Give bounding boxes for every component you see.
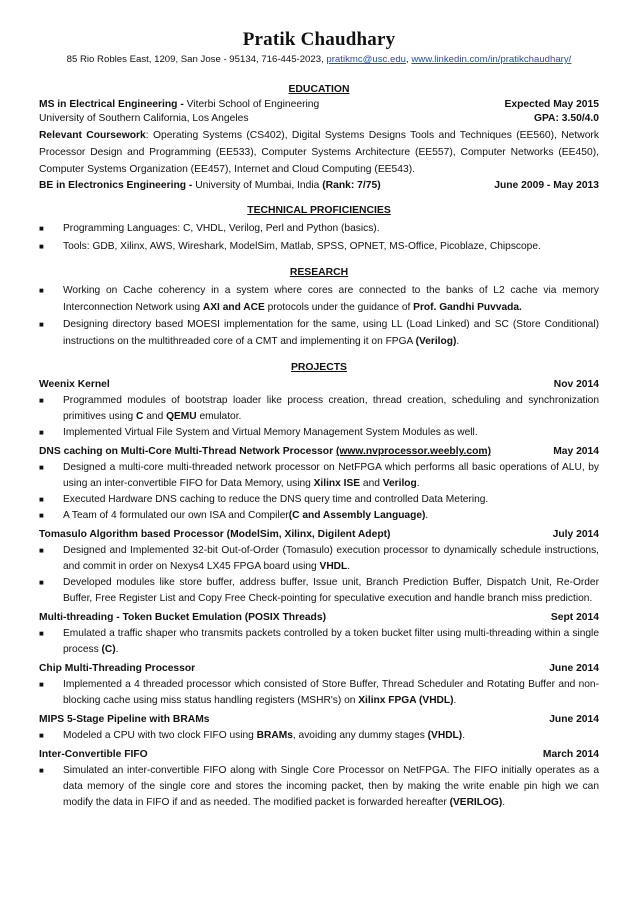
- list-item: ■ Emulated a traffic shaper who transmits packets controlled by a token bucket filter using multi-threading within a single process (C).: [39, 628, 599, 655]
- bullet-icon: ■: [39, 428, 44, 437]
- project-title: Tomasulo Algorithm based Processor (ModelSim, Xilinx, Digilent Adept): [39, 529, 391, 540]
- list-item: ■ Designed a multi-core multi-threaded network processor on NetFPGA which performs all basic operations of ALU, by using an inter-convertible FIFO for Data Memory, using Xilinx ISE and Verilog.: [39, 462, 599, 489]
- bullet-icon: ■: [39, 320, 44, 329]
- research-heading: RESEARCH: [289, 267, 349, 278]
- project-title-row: [39, 610, 599, 626]
- ms-university: University of Southern California, Los Angeles: [39, 113, 249, 124]
- project-title: MIPS 5-Stage Pipeline with BRAMs: [39, 714, 210, 725]
- email-link[interactable]: pratikmc@usc.edu: [326, 54, 406, 65]
- project-title: DNS caching on Multi-Core Multi-Thread Network Processor: [39, 446, 336, 457]
- be-degree-row: [39, 179, 599, 193]
- candidate-name: Pratik Chaudhary: [242, 29, 396, 50]
- list-item: ■ Implemented Virtual File System and Virtual Memory Management System Modules as well.: [39, 425, 599, 441]
- project-date: June 2014: [549, 663, 599, 674]
- project-bullets: [39, 543, 599, 607]
- coursework-paragraph: [39, 127, 599, 178]
- ms-date: Expected May 2015: [504, 99, 599, 110]
- bullet-icon: ■: [39, 396, 44, 405]
- list-item: ■ Designed and Implemented 32-bit Out-of-Order (Tomasulo) execution processor to dynamically schedule instructions, and commit in order on Nexys4 LX45 FPGA board using VHDL.: [39, 545, 599, 572]
- projects-heading: PROJECTS: [290, 362, 347, 373]
- bullet-icon: ■: [39, 731, 44, 740]
- ms-school: Viterbi School of Engineering: [186, 99, 320, 110]
- project-title: Inter-Convertible FIFO: [39, 749, 148, 760]
- list-item: ■ Programmed modules of bootstrap loader like process creation, thread creation, scheduling and synchronization primitives using C and QEMU emulator.: [39, 395, 599, 422]
- project-date: March 2014: [542, 749, 599, 760]
- be-date: June 2009 - May 2013: [494, 180, 599, 191]
- bullet-icon: ■: [39, 578, 44, 587]
- list-item: ■ A Team of 4 formulated our own ISA and Compiler(C and Assembly Language).: [39, 508, 599, 524]
- project-date: Nov 2014: [553, 379, 599, 390]
- contact-line: [0, 54, 638, 65]
- bullet-icon: ■: [39, 629, 44, 638]
- list-item: ■ Tools: GDB, Xilinx, AWS, Wireshark, ModelSim, Matlab, SPSS, OPNET, MS-Office, Picoblaze, Chipscope.: [39, 238, 599, 256]
- project-title-row: [39, 444, 599, 460]
- project-date: May 2014: [553, 446, 599, 457]
- project-title-row: [39, 527, 599, 543]
- contact-address: 85 Rio Robles East, 1209, San Jose - 95134, 716-445-2023,: [66, 54, 327, 65]
- bullet-icon: ■: [39, 680, 44, 689]
- bullet-icon: ■: [39, 546, 44, 555]
- list-item: ■ Designing directory based MOESI implementation for the same, using LL (Load Linked) and SC (Store Conditional) instructions on the multithreaded core of a CMT and implementing it on FPGA (Verilog).: [39, 316, 599, 350]
- bullet-icon: ■: [39, 495, 44, 504]
- linkedin-link[interactable]: www.linkedin.com/in/pratikchaudhary/: [411, 54, 572, 65]
- education-heading: EDUCATION: [288, 84, 350, 95]
- bullet-icon: ■: [39, 463, 44, 472]
- bullet-icon: ■: [39, 242, 44, 251]
- list-item: ■ Executed Hardware DNS caching to reduce the DNS query time and controlled Data Metering.: [39, 492, 599, 508]
- list-item: ■ Implemented a 4 threaded processor which consisted of Store Buffer, Thread Scheduler and Rotating Buffer and non-blocking cache using miss status handling registers (MSHR's) on Xilinx FPGA (VHDL).: [39, 679, 599, 706]
- ms-degree-row: [39, 98, 599, 112]
- education-section: [39, 84, 599, 193]
- bullet-icon: ■: [39, 286, 44, 295]
- project-title: Chip Multi-Threading Processor: [39, 663, 196, 674]
- project-bullets: [39, 728, 599, 744]
- project-date: July 2014: [552, 529, 599, 540]
- project-bullets: [39, 677, 599, 709]
- project-bullets: [39, 460, 599, 524]
- project-title: Weenix Kernel: [39, 379, 110, 390]
- research-section: [39, 267, 599, 350]
- ms-university-row: [39, 112, 599, 126]
- list-item: ■ Programming Languages: C, VHDL, Verilog, Perl and Python (basics).: [39, 220, 599, 238]
- contact-separator: ,: [406, 54, 412, 65]
- list-item: ■ Developed modules like store buffer, address buffer, Issue unit, Branch Prediction Buffer, Dispatch Unit, Re-Order Buffer, Free Register List and Copy Free Check-pointing for speculative execution and handle branch miss prediction.: [39, 577, 599, 604]
- list-item: ■ Working on Cache coherency in a system where cores are connected to the banks of L2 cache via memory Interconnection Network using AXI and ACE protocols under the guidance of Prof. Gandhi Puvvada.: [39, 282, 599, 316]
- bullet-icon: ■: [39, 224, 44, 233]
- skills-section: [39, 205, 599, 256]
- project-date: Sept 2014: [550, 612, 599, 623]
- be-school: University of Mumbai, India: [195, 180, 323, 191]
- be-rank: (Rank: 7/75): [322, 180, 381, 191]
- bullet-icon: ■: [39, 766, 44, 775]
- project-date: June 2014: [549, 714, 599, 725]
- project-title-row: [39, 661, 599, 677]
- ms-gpa: GPA: 3.50/4.0: [533, 113, 599, 124]
- project-title-row: [39, 712, 599, 728]
- project-title: Multi-threading - Token Bucket Emulation (POSIX Threads): [39, 612, 327, 623]
- be-degree: BE in Electronics Engineering -: [39, 180, 196, 191]
- ms-degree: MS in Electrical Engineering -: [39, 99, 187, 110]
- project-website-link[interactable]: (www.nvprocessor.weebly.com): [335, 446, 492, 457]
- coursework-label: Relevant Coursework: [39, 130, 146, 141]
- project-bullets: [39, 763, 599, 811]
- research-list: [39, 282, 599, 350]
- skills-heading: TECHNICAL PROFICIENCIES: [247, 205, 391, 216]
- project-title-row: [39, 747, 599, 763]
- list-item: ■ Modeled a CPU with two clock FIFO using BRAMs, avoiding any dummy stages (VHDL).: [39, 728, 599, 744]
- project-bullets: [39, 626, 599, 658]
- coursework-text: : Operating Systems (CS402), Digital Systems Designs Tools and Techniques (EE560), Network Processor Design and Programming (EE533), Computer Systems Architecture (EE557), Computer Networks (EE450), Computer Systems Organization (EE457), Internet and Cloud Computing (EE543).: [39, 130, 599, 175]
- list-item: ■ Simulated an inter-convertible FIFO along with Single Core Processor on NetFPGA. The FIFO initially operates as a data memory of the single core and stores the incoming packet, then by making the write enable pin high we can modify the data in FIFO if and as needed. The modified packet is forwarded hereafter (VERILOG).: [39, 765, 599, 808]
- projects-section: [39, 362, 599, 811]
- project-bullets: [39, 393, 599, 441]
- project-title-row: [39, 377, 599, 393]
- bullet-icon: ■: [39, 511, 44, 520]
- skills-list: [39, 220, 599, 256]
